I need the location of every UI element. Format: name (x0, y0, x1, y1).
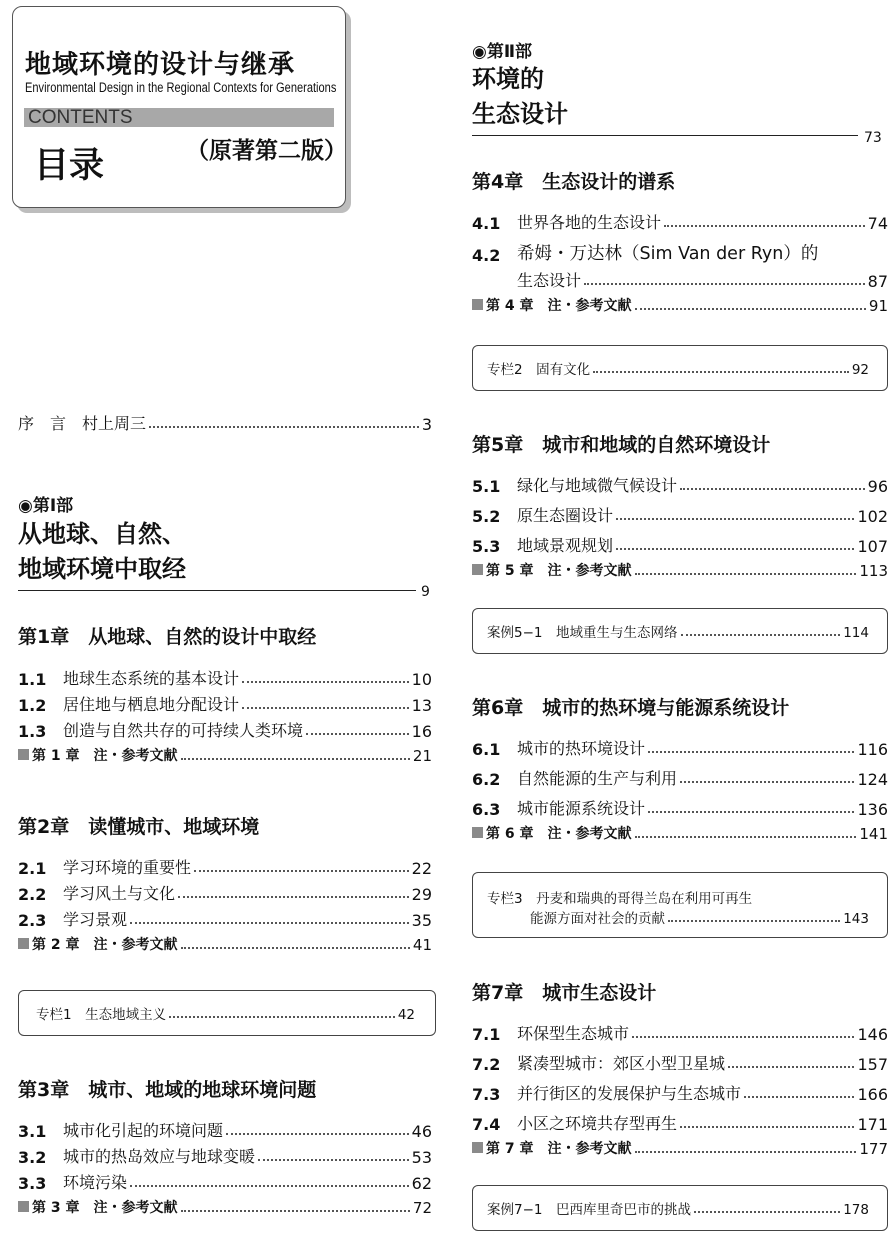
chapter4-title[interactable]: 第4章 生态设计的谱系 (472, 171, 676, 193)
section-title: 并行街区的发展保护与生态城市 (517, 1084, 742, 1103)
page-number: 166 (857, 1085, 888, 1104)
leader-dots (194, 870, 409, 872)
chapter3-entries (18, 1115, 432, 1217)
toc-entry-continuation[interactable] (472, 265, 888, 291)
section-number: 3.3 (18, 1174, 47, 1193)
page-number: 10 (411, 670, 432, 689)
section-number: 2.1 (18, 859, 47, 878)
page-number: 177 (859, 1140, 888, 1158)
section-number: 6.2 (472, 770, 501, 789)
section-number: 1.2 (18, 696, 47, 715)
page-number: 42 (397, 1007, 415, 1023)
section-title: 城市能源系统设计 (517, 799, 646, 818)
notes-entry[interactable] (18, 1193, 432, 1217)
toc-entry[interactable] (472, 759, 888, 789)
chapter1-entries (18, 663, 432, 765)
section-title: 希姆・万达林（Sim Van der Ryn）的 (517, 244, 819, 264)
leader-dots (130, 922, 409, 924)
toc-entry[interactable] (472, 233, 888, 265)
part2-rule (472, 135, 858, 136)
section-title: 创造与自然共存的可持续人类环境 (63, 721, 304, 740)
toc-entry[interactable] (472, 733, 888, 759)
page-number: 13 (411, 696, 432, 715)
page-number: 21 (412, 747, 432, 765)
section-number: 5.2 (472, 507, 501, 526)
edition-label: （原著第二版） (186, 138, 347, 164)
chapter3-title[interactable]: 第3章 城市、地域的地球环境问题 (18, 1079, 317, 1101)
chapter5-title[interactable]: 第5章 城市和地域的自然环境设计 (472, 434, 771, 456)
section-number: 5.3 (472, 537, 501, 556)
preface-title: 序 言 村上周三 (18, 414, 147, 433)
box-title: 专栏3 丹麦和瑞典的哥得兰岛在利用可再生 (487, 891, 753, 907)
section-title: 城市化引起的环境问题 (63, 1121, 224, 1140)
page-number: 124 (857, 770, 888, 789)
toc-entry[interactable] (472, 526, 888, 556)
section-title: 居住地与栖息地分配设计 (63, 695, 240, 714)
section-title: 地域景观规划 (517, 536, 614, 555)
page-number: 92 (851, 362, 869, 378)
notes-entry[interactable] (18, 741, 432, 765)
leader-dots (242, 707, 409, 709)
notes-title: 第 2 章 注・参考文献 (32, 937, 178, 953)
leader-dots (593, 371, 849, 373)
leader-dots (694, 1211, 840, 1213)
toc-entry[interactable] (18, 689, 432, 715)
case5-box[interactable] (472, 608, 888, 654)
page-number: 136 (857, 800, 888, 819)
section-title: 学习景观 (63, 910, 128, 929)
column2-box[interactable] (472, 345, 888, 391)
section-title: 原生态圈设计 (517, 506, 614, 525)
part2-label: ◉第Ⅱ部 (472, 42, 533, 62)
leader-dots (181, 758, 410, 760)
square-bullet-icon (472, 564, 483, 575)
leader-dots (728, 1066, 854, 1068)
section-number: 1.1 (18, 670, 47, 689)
section-title: 城市的热岛效应与地球变暖 (63, 1147, 256, 1166)
section-number: 7.4 (472, 1115, 501, 1134)
section-title: 地球生态系统的基本设计 (63, 669, 240, 688)
page-number: 116 (857, 740, 888, 759)
leader-dots (681, 634, 841, 636)
notes-entry[interactable] (18, 930, 432, 954)
section-title: 自然能源的生产与利用 (517, 769, 678, 788)
toc-entry[interactable] (472, 470, 888, 496)
section-number: 7.1 (472, 1025, 501, 1044)
notes-title: 第 3 章 注・参考文献 (32, 1200, 178, 1216)
toc-entry[interactable] (472, 1044, 888, 1074)
section-title: 小区之环境共存型再生 (517, 1114, 678, 1133)
leader-dots (258, 1159, 409, 1161)
leader-dots (635, 1151, 857, 1153)
section-title: 学习环境的重要性 (63, 858, 192, 877)
leader-dots (664, 225, 865, 227)
page-number: 171 (857, 1115, 888, 1134)
leader-dots (130, 1185, 409, 1187)
toc-entry[interactable] (18, 878, 432, 904)
page-number: 72 (412, 1199, 432, 1217)
page-number: 3 (421, 415, 432, 434)
chapter2-entries (18, 852, 432, 954)
leader-dots (181, 1210, 410, 1212)
leader-dots (635, 308, 866, 310)
toc-entry[interactable] (18, 1115, 432, 1141)
section-number: 2.3 (18, 911, 47, 930)
leader-dots (648, 751, 854, 753)
page-number: 46 (411, 1122, 432, 1141)
page-number: 53 (411, 1148, 432, 1167)
notes-entry[interactable] (472, 556, 888, 580)
section-number: 7.2 (472, 1055, 501, 1074)
part1-label: ◉第Ⅰ部 (18, 496, 74, 516)
page-number: 22 (411, 859, 432, 878)
column1-box[interactable] (18, 990, 436, 1036)
page-number: 35 (411, 911, 432, 930)
column3-box[interactable] (472, 872, 888, 938)
leader-dots (648, 811, 854, 813)
toc-entry[interactable] (472, 1104, 888, 1134)
toc-entry[interactable] (472, 207, 888, 233)
notes-title: 第 4 章 注・参考文献 (486, 298, 632, 314)
square-bullet-icon (472, 1142, 483, 1153)
part1-rule (18, 590, 416, 591)
toc-entry[interactable] (472, 789, 888, 819)
leader-dots (169, 1016, 395, 1018)
toc-entry[interactable] (18, 663, 432, 689)
part2-page: 73 (864, 130, 882, 146)
chapter6-title[interactable]: 第6章 城市的热环境与能源系统设计 (472, 697, 790, 719)
notes-title: 第 1 章 注・参考文献 (32, 748, 178, 764)
part1-title-line2: 地域环境中取经 (18, 555, 186, 583)
page-number: 141 (859, 825, 888, 843)
leader-dots (178, 896, 409, 898)
leader-dots (306, 733, 409, 735)
leader-dots (226, 1133, 409, 1135)
section-number: 4.2 (472, 246, 501, 265)
section-number: 3.2 (18, 1148, 47, 1167)
chapter7-title[interactable]: 第7章 城市生态设计 (472, 982, 657, 1004)
section-number: 3.1 (18, 1122, 47, 1141)
chapter4-entries (472, 207, 888, 315)
page-number: 102 (857, 507, 888, 526)
chapter2-title[interactable]: 第2章 读懂城市、地域环境 (18, 816, 260, 838)
box-title: 专栏1 生态地域主义 (36, 1007, 167, 1023)
square-bullet-icon (472, 827, 483, 838)
page-number: 178 (843, 1202, 869, 1218)
section-title: 环保型生态城市 (517, 1024, 630, 1043)
toc-entry[interactable] (472, 496, 888, 526)
chapter5-entries (472, 470, 888, 580)
notes-title: 第 6 章 注・参考文献 (486, 826, 632, 842)
page-number: 107 (857, 537, 888, 556)
leader-dots (584, 283, 865, 285)
page-number: 114 (843, 625, 869, 641)
part1-title-line1: 从地球、自然、 (18, 520, 186, 548)
notes-title: 第 5 章 注・参考文献 (486, 563, 632, 579)
leader-dots (680, 781, 854, 783)
chapter1-title[interactable]: 第1章 从地球、自然的设计中取经 (18, 626, 317, 648)
part2-title-line2: 生态设计 (472, 100, 568, 128)
notes-entry[interactable] (472, 819, 888, 843)
leader-dots (668, 920, 840, 922)
page-number: 157 (857, 1055, 888, 1074)
book-title: 地域环境的设计与继承 (25, 50, 296, 80)
part1-page: 9 (421, 584, 430, 600)
leader-dots (242, 681, 409, 683)
section-number: 2.2 (18, 885, 47, 904)
page-number: 16 (411, 722, 432, 741)
square-bullet-icon (472, 299, 483, 310)
leader-dots (181, 947, 410, 949)
leader-dots (680, 488, 865, 490)
section-title: 学习风土与文化 (63, 884, 176, 903)
leader-dots (680, 1126, 854, 1128)
leader-dots (616, 548, 854, 550)
page-number: 87 (867, 272, 888, 291)
chapter6-entries (472, 733, 888, 843)
page-number: 96 (867, 477, 888, 496)
section-number: 4.1 (472, 214, 501, 233)
leader-dots (635, 573, 857, 575)
section-title: 紧凑型城市：郊区小型卫星城 (517, 1054, 726, 1073)
page-number: 29 (411, 885, 432, 904)
toc-entry[interactable] (472, 1074, 888, 1104)
leader-dots (744, 1096, 854, 1098)
notes-entry[interactable] (472, 1134, 888, 1158)
page-number: 146 (857, 1025, 888, 1044)
page-number: 143 (843, 911, 869, 927)
page-number: 41 (412, 936, 432, 954)
leader-dots (149, 426, 419, 428)
toc-entry[interactable] (18, 1141, 432, 1167)
square-bullet-icon (18, 749, 29, 760)
section-title: 环境污染 (63, 1173, 128, 1192)
section-number: 5.1 (472, 477, 501, 496)
toc-entry[interactable] (18, 1167, 432, 1193)
square-bullet-icon (18, 1201, 29, 1212)
toc-heading: 目录 (34, 146, 105, 186)
notes-title: 第 7 章 注・参考文献 (486, 1141, 632, 1157)
box-title: 案例5−1 地域重生与生态网络 (487, 625, 678, 641)
toc-entry[interactable] (18, 852, 432, 878)
page-number: 62 (411, 1174, 432, 1193)
section-title: 绿化与地域微气候设计 (517, 476, 678, 495)
preface-entry[interactable] (18, 408, 432, 434)
toc-entry[interactable] (472, 1018, 888, 1044)
square-bullet-icon (18, 938, 29, 949)
box-title: 专栏2 固有文化 (487, 362, 591, 378)
box-title: 能源方面对社会的贡献 (530, 911, 665, 927)
part2-title-line1: 环境的 (472, 65, 544, 93)
leader-dots (616, 518, 854, 520)
case7-box[interactable] (472, 1185, 888, 1231)
box-title: 案例7−1 巴西库里奇巴市的挑战 (487, 1202, 691, 1218)
section-number: 1.3 (18, 722, 47, 741)
chapter7-entries (472, 1018, 888, 1158)
page-number: 74 (867, 214, 888, 233)
section-title: 生态设计 (517, 271, 582, 290)
toc-entry[interactable] (18, 904, 432, 930)
page-number: 113 (859, 562, 888, 580)
page-number: 91 (868, 297, 888, 315)
section-number: 6.3 (472, 800, 501, 819)
book-subtitle: Environmental Design in the Regional Contexts for Generations (25, 80, 337, 95)
leader-dots (635, 836, 857, 838)
toc-entry[interactable] (18, 715, 432, 741)
leader-dots (632, 1036, 854, 1038)
section-title: 城市的热环境设计 (517, 739, 646, 758)
notes-entry[interactable] (472, 291, 888, 315)
section-number: 7.3 (472, 1085, 501, 1104)
section-number: 6.1 (472, 740, 501, 759)
contents-label: CONTENTS (28, 107, 133, 128)
section-title: 世界各地的生态设计 (517, 213, 662, 232)
